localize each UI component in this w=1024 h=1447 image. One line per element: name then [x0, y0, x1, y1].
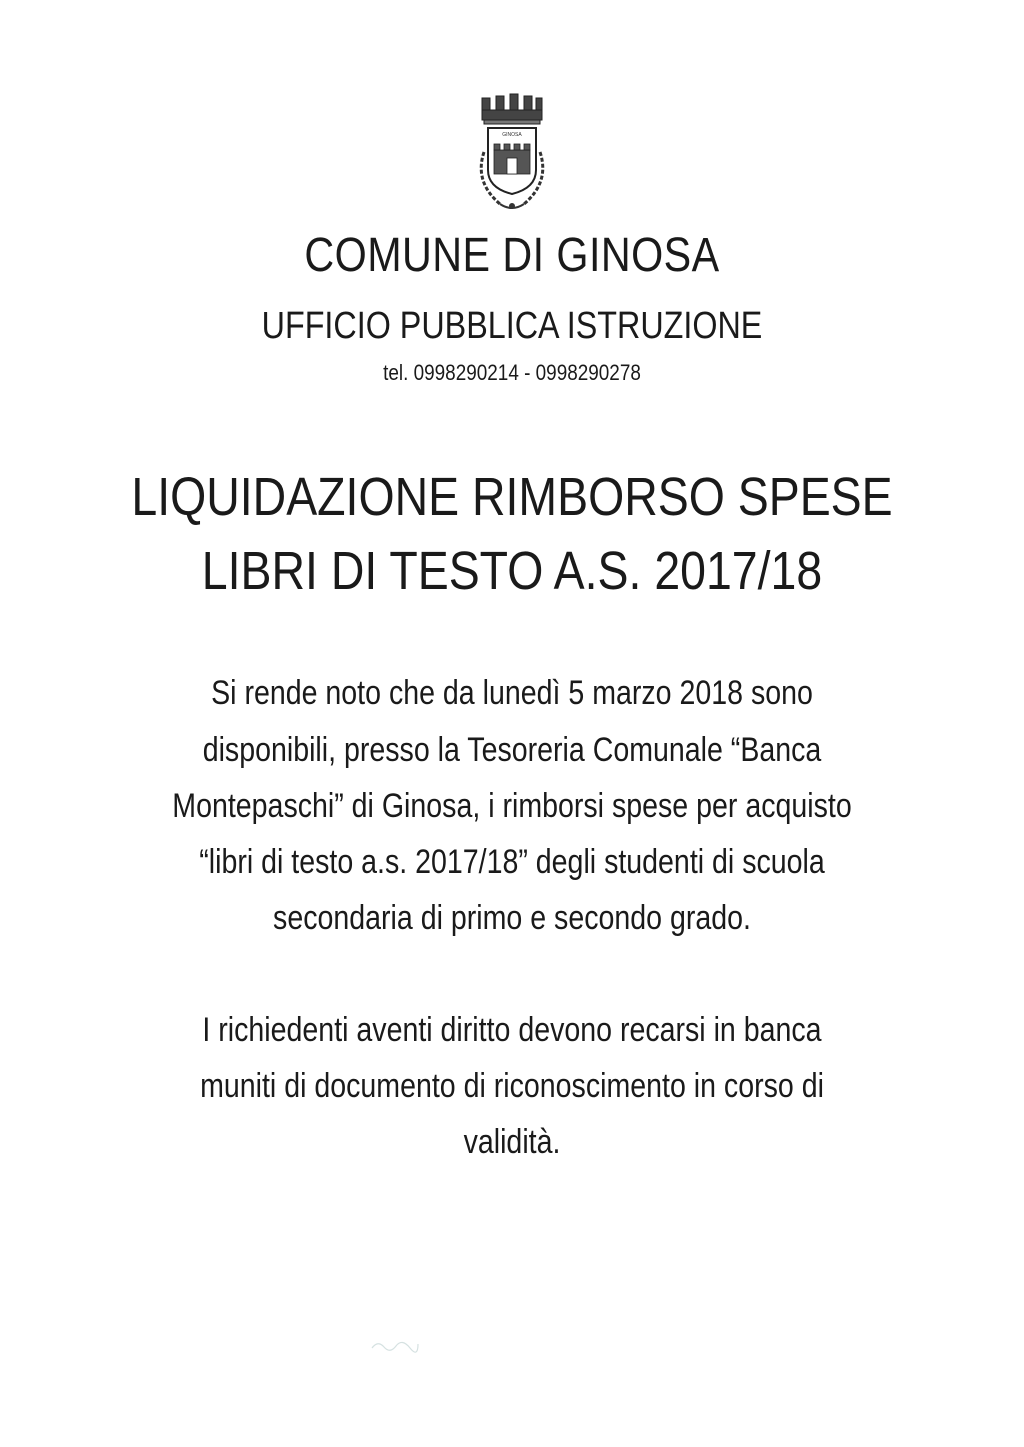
- scan-smudge: [370, 1338, 420, 1354]
- notice-title-line-1: LIQUIDAZIONE RIMBORSO SPESE: [131, 467, 893, 527]
- paragraph-1-line-5: secondaria di primo e secondo grado.: [273, 899, 751, 937]
- paragraph-2-line-1: I richiedenti aventi diritto devono recarsi in banca: [202, 1011, 822, 1049]
- paragraph-2-line-3: validità.: [463, 1123, 561, 1161]
- paragraph-2-line-2: muniti di documento di riconoscimento in corso di: [200, 1067, 824, 1105]
- paragraph-1-line-1: Si rende noto che da lunedì 5 marzo 2018 sono: [211, 674, 813, 712]
- notice-title-line-2: LIBRI DI TESTO A.S. 2017/18: [201, 541, 823, 601]
- paragraph-1-line-2: disponibili, presso la Tesoreria Comunale “Banca: [202, 731, 822, 769]
- phone-numbers: tel. 0998290214 - 0998290278: [383, 360, 641, 385]
- office-name: UFFICIO PUBBLICA ISTRUZIONE: [261, 305, 763, 347]
- municipality-name: COMUNE DI GINOSA: [304, 229, 720, 282]
- paragraph-1-line-4: “libri di testo a.s. 2017/18” degli studenti di scuola: [199, 843, 825, 881]
- svg-text:GINOSA: GINOSA: [502, 132, 522, 138]
- paragraph-1-line-3: Montepaschi” di Ginosa, i rimborsi spese per acquisto: [172, 787, 852, 825]
- coat-of-arms-icon: [460, 92, 564, 218]
